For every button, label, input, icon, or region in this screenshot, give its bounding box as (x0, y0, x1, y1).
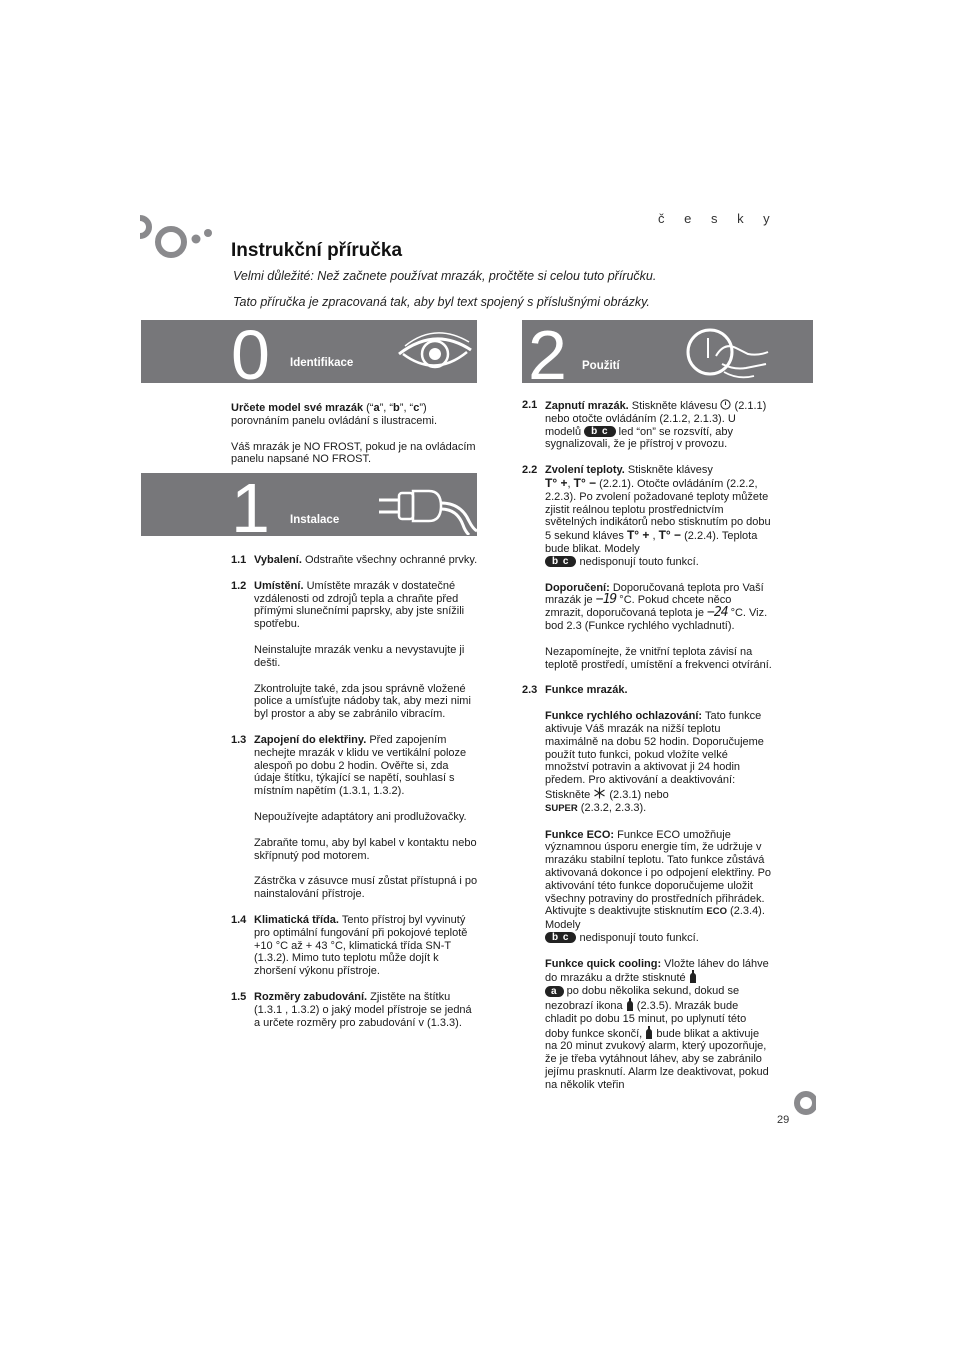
language-label: č e s k y (658, 211, 778, 226)
quick-cooling-text: Funkce quick cooling: Vložte láhev do láhve do mrazáku a držte stisknuté a po dobu několika sekund, dokud se nezobrazí ikona (2.3.5). Mrazák bude chladit po dobu 15 minut, po uplynutí této doby funkce skončí, bude blikat a aktivuje na 20 minut zvukový alarm, který upozorňuje, že je třeba vytáhnout láhev, aby se zabránilo jejímu prasknutí. Alarm lze deaktivovat, pokud na několik vteřin (545, 957, 769, 1091)
section-number: 2 (528, 320, 567, 383)
section-label: Použití (582, 360, 620, 372)
install-item-1-1: 1.1 Vybalení. Odstraňte všechny ochranné prvky. (231, 554, 478, 566)
page-edge-logo-icon (792, 1089, 816, 1117)
fast-freeze-text: Funkce rychlého ochlazování: Tato funkce aktivuje Váš mrazák na nižší teplotu maximálně na dobu 52 hodin. Doporučujeme použít tuto funkci, pokud vložíte velké množství potravin a aktivovat ji 24 hodin předem. Pro aktivování a deaktivování: Stiskněte (2.3.1) nebo SUPER (2.3.2, 2.3.3). (545, 710, 764, 814)
power-button-hand-icon (682, 324, 772, 382)
install-item-1-3: 1.3 Zapojení do elektřiny. Před zapojením nechejte mrazák v klidu ve vertikální poloze alespoň po dobu 2 hodin. Ověřte si, zda údaje štítku, týkající se napětí, souhlasí s místním napětím (1.3.1, 1.3.2). (231, 733, 467, 798)
section-identification-band (141, 320, 477, 383)
identification-text: Určete model své mrazák (“a”, “b”, “c”) porovnáním panelu ovládání s ilustracemi. Váš mrazák je NO FROST, pokud je na ovládacím panelu napsané NO FROST. (231, 402, 476, 466)
use-text (522, 399, 772, 1092)
model-bc-badge: b c (545, 932, 576, 943)
subtitle-note: Tato příručka je zpracovaná tak, aby byl text spojený s příslušnými obrázky. (233, 295, 650, 309)
plug-icon (377, 479, 477, 535)
bottle-icon (689, 970, 697, 983)
section-label: Identifikace (290, 357, 354, 369)
section-label: Instalace (290, 514, 340, 526)
install-item-1-5: 1.5 Rozměry zabudování. Zjistěte na štítku (1.3.1 , 1.3.2) o jaký model přístroje se jedná a určete rozměry pro zabudování v (1.3.3). (231, 990, 472, 1029)
section-use-band (522, 320, 813, 383)
section-installation-band (141, 473, 477, 536)
power-key-icon (720, 399, 731, 410)
temperature-note: Nezapomínejte, že vnitřní teplota závisí na teplotě prostředí, umístění a frekvenci otvírání. (545, 645, 772, 671)
install-item-1-4: 1.4 Klimatická třída. Tento přístroj byl vyvinutý pro optimální fungování při pokojové teplotě +10 °C až + 43 °C, klimatická třída SN-T (1.3.2). Mimo tuto teplotu může dojít k zhoršení výkonu přístroje. (231, 913, 468, 978)
eco-text: Funkce ECO: Funkce ECO umožňuje významnou úsporu energie tím, že udržuje v mrazáku stabilní teplotu. Tato funkce zůstává aktivovaná dokonce i po odpojení elektřiny. Po aktivování této funkce doporučujeme uložit všechny potraviny do prostředních přihrádek. Aktivujte s deaktivujte stisknutím ECO (2.3.4). Modely b c nedisponují touto funkcí. (545, 828, 772, 944)
eye-icon (395, 324, 475, 380)
model-a-badge: a (545, 986, 564, 997)
use-item-2-2: 2.2 Zvolení teploty. Stiskněte klávesy T° +, T° − (2.2.1). Otočte ovládáním (2.2.2, 2.2.3). Po zvolení požadované teploty můžete zjistit reálnou teplotu prostřednictvím světelných indikátorů nebo stisknutím po dobu 5 sekund kláves T° + , T° − (2.2.4). Teplota bude blikat. Modely b c nedisponují touto funkcí. (522, 464, 771, 568)
page-title: Instrukční příručka (231, 240, 403, 261)
brand-logo-icon (138, 212, 218, 272)
use-item-2-3: 2.3 Funkce mrazák. (522, 684, 628, 697)
subtitle-warning: Velmi důležité: Než začnete používat mrazák, pročtěte si celou tuto příručku. (233, 269, 657, 283)
snowflake-icon (593, 787, 606, 799)
bottle-icon (626, 998, 634, 1011)
recommendation-text: Doporučení: Doporučovaná teplota pro Vaší mrazák je −19 °C. Pokud chcete něco zmrazit, doporučovaná teplota je −24 °C. Viz. bod 2.3 (Funkce rychlého vychladnutí). (545, 581, 768, 632)
page-number: 29 (777, 1114, 790, 1126)
section-number: 1 (231, 473, 270, 536)
section-number: 0 (231, 320, 270, 383)
installation-text: 1.1 Vybalení. Odstraňte všechny ochranné prvky. 1.2 Umístění. Umístěte mrazák v dostatečné vzdálenosti od zdrojů tepla a chraňte před přímými slunečními paprsky, aby jste snížili spotřebu. Neinstalujte mrazák venku a nevystavujte ji dešti. Zkontrolujte také, zda jsou správně vložené police a umísťujte nádoby tak, aby mezi nimi byl prostor a aby se zabránilo vibracím. 1.3 Zapojení do elektřiny. Před zapojením nechejte mrazák v klidu ve vertikální poloze alespoň po dobu 2 hodin. Ověřte si, zda údaje štítku, týkající se napětí, souhlasí s místním napětím (1.3.1, 1.3.2). Nepoužívejte adaptátory ani prodlužovačky. Zabraňte tomu, aby byl kabel v kontaktu nebo skřípnutý pod motorem. Zástrčka v zásuvce musí zůstat přístupná i po nainstalování přístroje. 1.4 Klimatická třída. Tento přístroj byl vyvinutý pro optimální fungování při pokojové teplotě +10 °C až + 43 °C, klimatická třída SN-T (1.3.2). Mimo tuto teplotu může dojít k zhoršení výkonu přístroje. 1.5 Rozměry zabudování. Zjistěte na štítku (1.3.1 , 1.3.2) o jaký model přístroje se jedná a určete rozměry pro zabudování v (1.3.3). (231, 554, 478, 1029)
use-item-2-1: 2.1 Zapnutí mrazák. Stiskněte klávesu (2.1.1) nebo otočte ovládáním (2.1.2, 2.1.3). U modelů b c led “on” se rozsvítí, aby sygnalizovali, že je přístroj v provozu. (522, 399, 767, 451)
model-bc-badge: b c (584, 426, 615, 437)
model-bc-badge: b c (545, 556, 576, 567)
install-item-1-2: 1.2 Umístění. Umístěte mrazák v dostatečné vzdálenosti od zdrojů tepla a chraňte před přímými slunečními paprsky, aby jste snížili spotřebu. (231, 579, 465, 631)
